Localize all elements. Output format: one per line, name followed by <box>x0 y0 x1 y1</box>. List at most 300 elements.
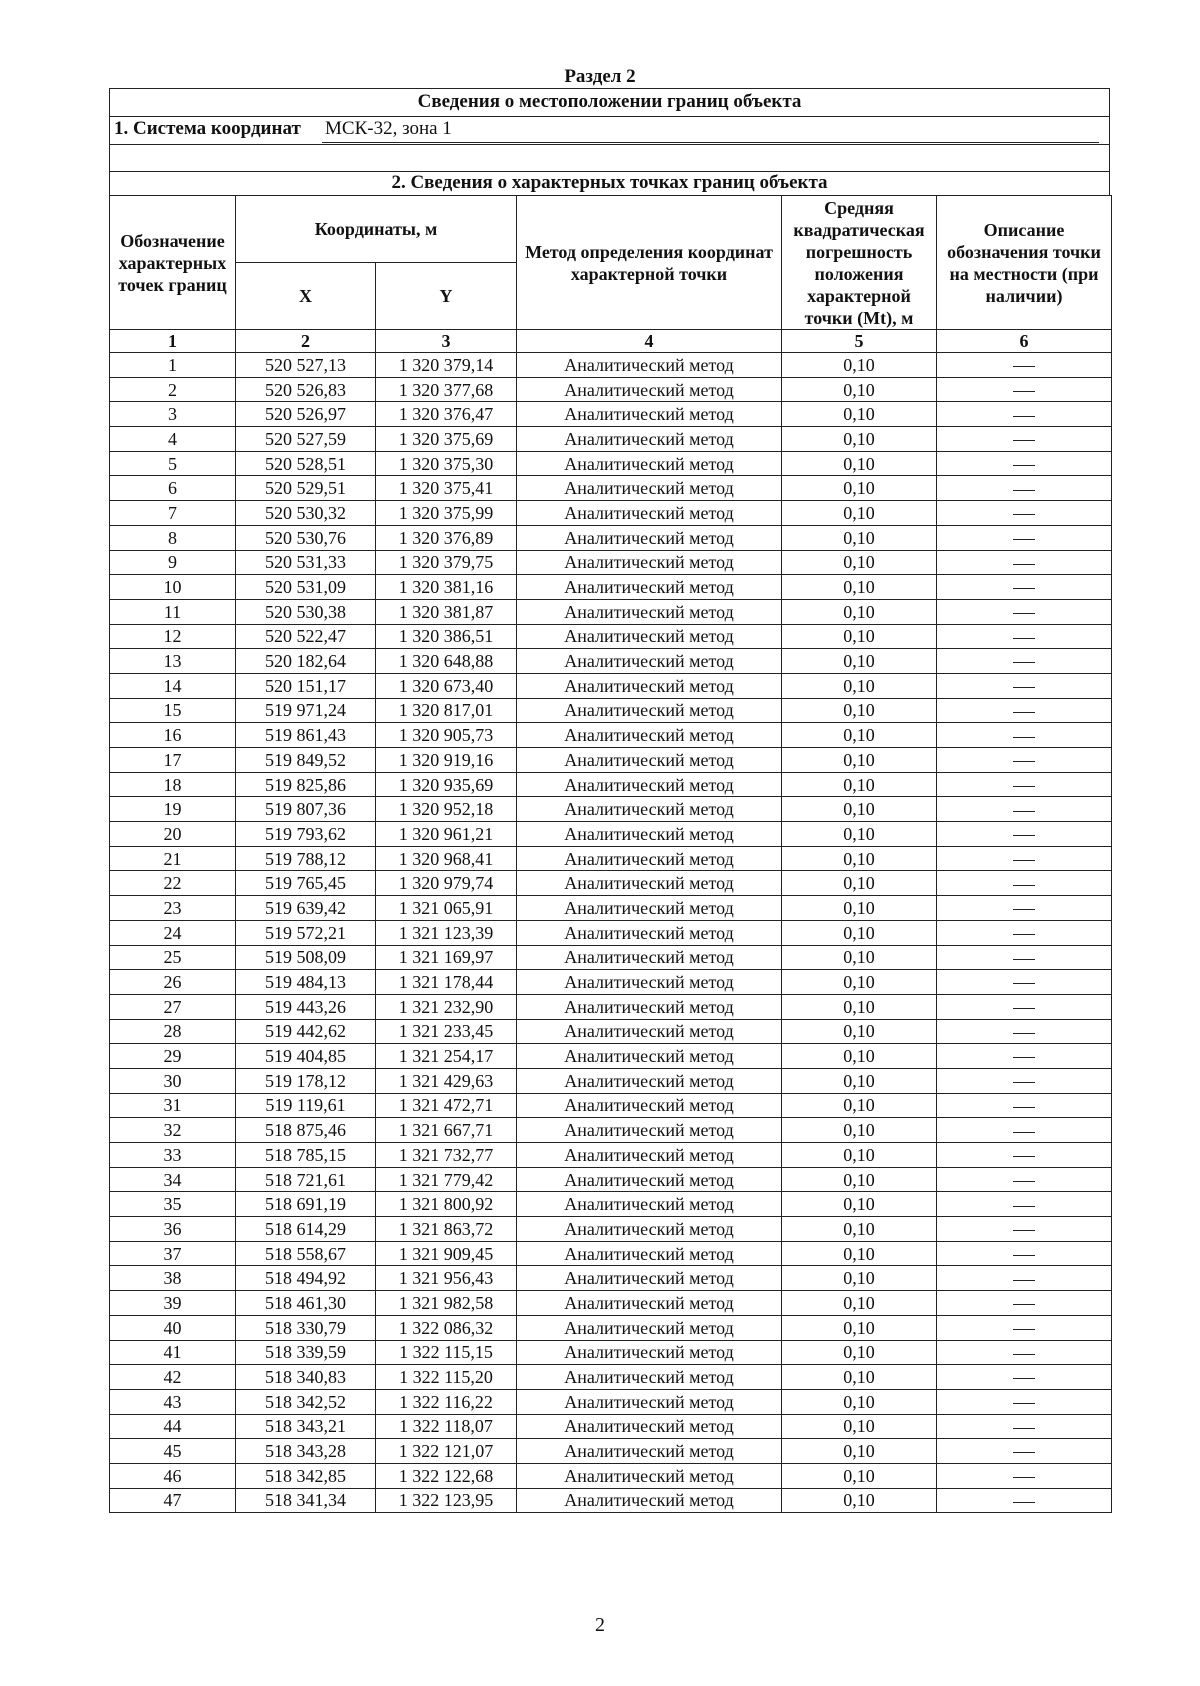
column-header-point: Обозначение характерных точек границ <box>110 196 236 330</box>
y-coordinate-cell: 1 320 386,51 <box>376 624 517 649</box>
y-coordinate-cell: 1 321 065,91 <box>376 896 517 921</box>
y-coordinate-cell: 1 321 982,58 <box>376 1291 517 1316</box>
point-number-cell: 33 <box>110 1143 236 1168</box>
dash-mark <box>1013 1008 1035 1009</box>
dash-mark <box>1013 1378 1035 1379</box>
x-coordinate-cell: 518 721,61 <box>236 1167 376 1192</box>
method-cell: Аналитический метод <box>517 427 782 452</box>
table-row <box>110 1365 1112 1390</box>
method-cell: Аналитический метод <box>517 1340 782 1365</box>
column-number: 3 <box>376 330 517 353</box>
point-number-cell: 46 <box>110 1463 236 1488</box>
table-row <box>110 994 1112 1019</box>
method-cell: Аналитический метод <box>517 649 782 674</box>
dash-mark <box>1013 564 1035 565</box>
dash-mark <box>1013 1181 1035 1182</box>
method-cell: Аналитический метод <box>517 797 782 822</box>
description-cell <box>937 871 1112 896</box>
dash-mark <box>1013 712 1035 713</box>
x-coordinate-cell: 519 788,12 <box>236 846 376 871</box>
x-coordinate-cell: 519 971,24 <box>236 698 376 723</box>
method-cell: Аналитический метод <box>517 451 782 476</box>
error-cell: 0,10 <box>782 945 937 970</box>
section-title: Раздел 2 <box>564 66 636 87</box>
error-cell: 0,10 <box>782 1291 937 1316</box>
point-number-cell: 24 <box>110 920 236 945</box>
point-number-cell: 13 <box>110 649 236 674</box>
method-cell: Аналитический метод <box>517 1217 782 1242</box>
x-coordinate-cell: 519 119,61 <box>236 1093 376 1118</box>
method-cell: Аналитический метод <box>517 698 782 723</box>
dash-mark <box>1013 737 1035 738</box>
error-cell: 0,10 <box>782 1217 937 1242</box>
method-cell: Аналитический метод <box>517 945 782 970</box>
dash-mark <box>1013 1280 1035 1281</box>
method-cell: Аналитический метод <box>517 1488 782 1513</box>
table-row <box>110 1488 1112 1513</box>
crs-underline <box>322 142 1099 143</box>
description-cell <box>937 1389 1112 1414</box>
x-coordinate-cell: 519 404,85 <box>236 1044 376 1069</box>
x-coordinate-cell: 520 527,59 <box>236 427 376 452</box>
y-coordinate-cell: 1 321 123,39 <box>376 920 517 945</box>
table-row <box>110 1167 1112 1192</box>
description-cell <box>937 427 1112 452</box>
point-number-cell: 45 <box>110 1439 236 1464</box>
error-cell: 0,10 <box>782 970 937 995</box>
description-cell <box>937 599 1112 624</box>
y-coordinate-cell: 1 320 375,99 <box>376 501 517 526</box>
table-row <box>110 599 1112 624</box>
point-number-cell: 2 <box>110 377 236 402</box>
method-cell: Аналитический метод <box>517 1093 782 1118</box>
error-cell: 0,10 <box>782 822 937 847</box>
description-cell <box>937 698 1112 723</box>
description-cell <box>937 1365 1112 1390</box>
method-cell: Аналитический метод <box>517 377 782 402</box>
point-number-cell: 27 <box>110 994 236 1019</box>
description-cell <box>937 1044 1112 1069</box>
y-coordinate-cell: 1 321 732,77 <box>376 1143 517 1168</box>
dash-mark <box>1013 1329 1035 1330</box>
y-coordinate-cell: 1 320 379,75 <box>376 550 517 575</box>
table-row <box>110 476 1112 501</box>
dash-mark <box>1013 1477 1035 1478</box>
error-cell: 0,10 <box>782 1315 937 1340</box>
method-cell: Аналитический метод <box>517 994 782 1019</box>
description-cell <box>937 1143 1112 1168</box>
y-coordinate-cell: 1 320 673,40 <box>376 673 517 698</box>
x-coordinate-cell: 518 785,15 <box>236 1143 376 1168</box>
points-table-body <box>110 353 1112 1513</box>
y-coordinate-cell: 1 321 800,92 <box>376 1192 517 1217</box>
method-cell: Аналитический метод <box>517 920 782 945</box>
error-cell: 0,10 <box>782 1192 937 1217</box>
y-coordinate-cell: 1 322 123,95 <box>376 1488 517 1513</box>
x-coordinate-cell: 518 340,83 <box>236 1365 376 1390</box>
method-cell: Аналитический метод <box>517 1044 782 1069</box>
y-coordinate-cell: 1 320 648,88 <box>376 649 517 674</box>
table-row <box>110 624 1112 649</box>
y-coordinate-cell: 1 320 375,30 <box>376 451 517 476</box>
column-header-x: X <box>236 263 376 330</box>
method-cell: Аналитический метод <box>517 970 782 995</box>
point-number-cell: 30 <box>110 1068 236 1093</box>
dash-mark <box>1013 1255 1035 1256</box>
y-coordinate-cell: 1 320 979,74 <box>376 871 517 896</box>
method-cell: Аналитический метод <box>517 822 782 847</box>
description-cell <box>937 353 1112 378</box>
x-coordinate-cell: 518 614,29 <box>236 1217 376 1242</box>
error-cell: 0,10 <box>782 1414 937 1439</box>
table-row <box>110 1019 1112 1044</box>
column-header-description: Описание обозначения точки на местности (при наличии) <box>937 196 1112 330</box>
dash-mark <box>1013 1354 1035 1355</box>
x-coordinate-cell: 520 531,33 <box>236 550 376 575</box>
y-coordinate-cell: 1 320 375,69 <box>376 427 517 452</box>
description-cell <box>937 920 1112 945</box>
point-number-cell: 4 <box>110 427 236 452</box>
dash-mark <box>1013 662 1035 663</box>
error-cell: 0,10 <box>782 1439 937 1464</box>
header-spacer-row <box>110 144 1109 172</box>
error-cell: 0,10 <box>782 673 937 698</box>
dash-mark <box>1013 613 1035 614</box>
dash-mark <box>1013 934 1035 935</box>
header-box <box>109 88 1110 196</box>
table-row <box>110 1068 1112 1093</box>
table-row <box>110 920 1112 945</box>
table-row <box>110 1389 1112 1414</box>
table-row <box>110 1414 1112 1439</box>
y-coordinate-cell: 1 322 086,32 <box>376 1315 517 1340</box>
description-cell <box>937 1217 1112 1242</box>
x-coordinate-cell: 519 807,36 <box>236 797 376 822</box>
description-cell <box>937 1315 1112 1340</box>
column-number: 6 <box>937 330 1112 353</box>
table-row <box>110 1241 1112 1266</box>
method-cell: Аналитический метод <box>517 1291 782 1316</box>
dash-mark <box>1013 1206 1035 1207</box>
y-coordinate-cell: 1 320 376,89 <box>376 525 517 550</box>
error-cell: 0,10 <box>782 377 937 402</box>
error-cell: 0,10 <box>782 1266 937 1291</box>
x-coordinate-cell: 520 529,51 <box>236 476 376 501</box>
method-cell: Аналитический метод <box>517 1439 782 1464</box>
point-number-cell: 15 <box>110 698 236 723</box>
method-cell: Аналитический метод <box>517 1414 782 1439</box>
description-cell <box>937 970 1112 995</box>
error-cell: 0,10 <box>782 698 937 723</box>
description-cell <box>937 994 1112 1019</box>
method-cell: Аналитический метод <box>517 871 782 896</box>
error-cell: 0,10 <box>782 846 937 871</box>
y-coordinate-cell: 1 321 667,71 <box>376 1118 517 1143</box>
table-row <box>110 1315 1112 1340</box>
table-row <box>110 1340 1112 1365</box>
table-row <box>110 748 1112 773</box>
error-cell: 0,10 <box>782 1019 937 1044</box>
method-cell: Аналитический метод <box>517 550 782 575</box>
point-number-cell: 35 <box>110 1192 236 1217</box>
table-row <box>110 1439 1112 1464</box>
description-cell <box>937 1488 1112 1513</box>
y-coordinate-cell: 1 321 472,71 <box>376 1093 517 1118</box>
error-cell: 0,10 <box>782 1093 937 1118</box>
table-row <box>110 451 1112 476</box>
x-coordinate-cell: 519 849,52 <box>236 748 376 773</box>
method-cell: Аналитический метод <box>517 896 782 921</box>
x-coordinate-cell: 519 442,62 <box>236 1019 376 1044</box>
y-coordinate-cell: 1 320 905,73 <box>376 723 517 748</box>
point-number-cell: 10 <box>110 575 236 600</box>
dash-mark <box>1013 1403 1035 1404</box>
method-cell: Аналитический метод <box>517 624 782 649</box>
y-coordinate-cell: 1 322 121,07 <box>376 1439 517 1464</box>
error-cell: 0,10 <box>782 1389 937 1414</box>
description-cell <box>937 649 1112 674</box>
dash-mark <box>1013 687 1035 688</box>
x-coordinate-cell: 519 793,62 <box>236 822 376 847</box>
dash-mark <box>1013 490 1035 491</box>
table-row <box>110 673 1112 698</box>
dash-mark <box>1013 983 1035 984</box>
table-row <box>110 970 1112 995</box>
column-number: 4 <box>517 330 782 353</box>
table-row <box>110 402 1112 427</box>
method-cell: Аналитический метод <box>517 402 782 427</box>
error-cell: 0,10 <box>782 624 937 649</box>
dash-mark <box>1013 1057 1035 1058</box>
dash-mark <box>1013 761 1035 762</box>
point-number-cell: 20 <box>110 822 236 847</box>
table-row <box>110 1217 1112 1242</box>
error-cell: 0,10 <box>782 501 937 526</box>
y-coordinate-cell: 1 322 115,20 <box>376 1365 517 1390</box>
method-cell: Аналитический метод <box>517 846 782 871</box>
error-cell: 0,10 <box>782 1044 937 1069</box>
point-number-cell: 7 <box>110 501 236 526</box>
x-coordinate-cell: 519 572,21 <box>236 920 376 945</box>
x-coordinate-cell: 518 342,52 <box>236 1389 376 1414</box>
method-cell: Аналитический метод <box>517 1019 782 1044</box>
table-row <box>110 698 1112 723</box>
description-cell <box>937 1439 1112 1464</box>
y-coordinate-cell: 1 321 178,44 <box>376 970 517 995</box>
table-row <box>110 525 1112 550</box>
y-coordinate-cell: 1 320 381,16 <box>376 575 517 600</box>
point-number-cell: 19 <box>110 797 236 822</box>
y-coordinate-cell: 1 322 116,22 <box>376 1389 517 1414</box>
x-coordinate-cell: 519 178,12 <box>236 1068 376 1093</box>
method-cell: Аналитический метод <box>517 476 782 501</box>
x-coordinate-cell: 518 494,92 <box>236 1266 376 1291</box>
table-row <box>110 1266 1112 1291</box>
column-number: 1 <box>110 330 236 353</box>
method-cell: Аналитический метод <box>517 1463 782 1488</box>
method-cell: Аналитический метод <box>517 1068 782 1093</box>
page-number: 2 <box>595 1614 605 1636</box>
dash-mark <box>1013 1082 1035 1083</box>
description-cell <box>937 1340 1112 1365</box>
table-row <box>110 945 1112 970</box>
method-cell: Аналитический метод <box>517 353 782 378</box>
table-row <box>110 1093 1112 1118</box>
description-cell <box>937 1241 1112 1266</box>
x-coordinate-cell: 520 530,76 <box>236 525 376 550</box>
point-number-cell: 18 <box>110 772 236 797</box>
method-cell: Аналитический метод <box>517 1389 782 1414</box>
description-cell <box>937 501 1112 526</box>
method-cell: Аналитический метод <box>517 772 782 797</box>
dash-mark <box>1013 811 1035 812</box>
table-row <box>110 550 1112 575</box>
dash-mark <box>1013 959 1035 960</box>
method-cell: Аналитический метод <box>517 1167 782 1192</box>
dash-mark <box>1013 1107 1035 1108</box>
crs-value: МСК-32, зона 1 <box>325 118 452 139</box>
x-coordinate-cell: 520 526,83 <box>236 377 376 402</box>
x-coordinate-cell: 518 875,46 <box>236 1118 376 1143</box>
x-coordinate-cell: 519 861,43 <box>236 723 376 748</box>
point-number-cell: 16 <box>110 723 236 748</box>
table-row <box>110 1291 1112 1316</box>
y-coordinate-cell: 1 321 909,45 <box>376 1241 517 1266</box>
description-cell <box>937 1192 1112 1217</box>
y-coordinate-cell: 1 321 863,72 <box>376 1217 517 1242</box>
table-row <box>110 353 1112 378</box>
x-coordinate-cell: 520 522,47 <box>236 624 376 649</box>
error-cell: 0,10 <box>782 1068 937 1093</box>
y-coordinate-cell: 1 322 115,15 <box>376 1340 517 1365</box>
table-row <box>110 846 1112 871</box>
description-cell <box>937 1266 1112 1291</box>
table-row <box>110 1044 1112 1069</box>
point-number-cell: 25 <box>110 945 236 970</box>
table-row <box>110 896 1112 921</box>
point-number-cell: 12 <box>110 624 236 649</box>
point-number-cell: 3 <box>110 402 236 427</box>
description-cell <box>937 624 1112 649</box>
point-number-cell: 40 <box>110 1315 236 1340</box>
dash-mark <box>1013 1230 1035 1231</box>
point-number-cell: 34 <box>110 1167 236 1192</box>
dash-mark <box>1013 909 1035 910</box>
method-cell: Аналитический метод <box>517 1143 782 1168</box>
x-coordinate-cell: 520 528,51 <box>236 451 376 476</box>
error-cell: 0,10 <box>782 1118 937 1143</box>
description-cell <box>937 822 1112 847</box>
point-number-cell: 22 <box>110 871 236 896</box>
x-coordinate-cell: 519 765,45 <box>236 871 376 896</box>
point-number-cell: 37 <box>110 1241 236 1266</box>
dash-mark <box>1013 1156 1035 1157</box>
x-coordinate-cell: 518 339,59 <box>236 1340 376 1365</box>
dash-mark <box>1013 1452 1035 1453</box>
dash-mark <box>1013 465 1035 466</box>
y-coordinate-cell: 1 321 169,97 <box>376 945 517 970</box>
x-coordinate-cell: 520 531,09 <box>236 575 376 600</box>
error-cell: 0,10 <box>782 599 937 624</box>
point-number-cell: 41 <box>110 1340 236 1365</box>
point-number-cell: 38 <box>110 1266 236 1291</box>
y-coordinate-cell: 1 321 254,17 <box>376 1044 517 1069</box>
description-cell <box>937 402 1112 427</box>
y-coordinate-cell: 1 321 956,43 <box>376 1266 517 1291</box>
x-coordinate-cell: 519 639,42 <box>236 896 376 921</box>
x-coordinate-cell: 519 484,13 <box>236 970 376 995</box>
x-coordinate-cell: 518 343,21 <box>236 1414 376 1439</box>
description-cell <box>937 846 1112 871</box>
column-header-method: Метод определения координат характерной точки <box>517 196 782 330</box>
dash-mark <box>1013 1428 1035 1429</box>
description-cell <box>937 945 1112 970</box>
dash-mark <box>1013 835 1035 836</box>
dash-mark <box>1013 885 1035 886</box>
method-cell: Аналитический метод <box>517 1266 782 1291</box>
description-cell <box>937 550 1112 575</box>
error-cell: 0,10 <box>782 402 937 427</box>
point-number-cell: 9 <box>110 550 236 575</box>
point-number-cell: 17 <box>110 748 236 773</box>
x-coordinate-cell: 518 343,28 <box>236 1439 376 1464</box>
y-coordinate-cell: 1 321 429,63 <box>376 1068 517 1093</box>
method-cell: Аналитический метод <box>517 525 782 550</box>
y-coordinate-cell: 1 320 379,14 <box>376 353 517 378</box>
column-header-y: Y <box>376 263 517 330</box>
error-cell: 0,10 <box>782 451 937 476</box>
dash-mark <box>1013 1132 1035 1133</box>
description-cell <box>937 797 1112 822</box>
x-coordinate-cell: 518 341,34 <box>236 1488 376 1513</box>
dash-mark <box>1013 860 1035 861</box>
description-cell <box>937 1093 1112 1118</box>
method-cell: Аналитический метод <box>517 1241 782 1266</box>
column-header-error: Средняя квадратическая погрешность положения характерной точки (Mt), м <box>782 196 937 330</box>
table-row <box>110 1118 1112 1143</box>
dash-mark <box>1013 638 1035 639</box>
error-cell: 0,10 <box>782 896 937 921</box>
description-cell <box>937 525 1112 550</box>
description-cell <box>937 748 1112 773</box>
description-cell <box>937 1167 1112 1192</box>
error-cell: 0,10 <box>782 797 937 822</box>
error-cell: 0,10 <box>782 1241 937 1266</box>
error-cell: 0,10 <box>782 575 937 600</box>
table-row <box>110 1463 1112 1488</box>
dash-mark <box>1013 440 1035 441</box>
method-cell: Аналитический метод <box>517 723 782 748</box>
column-header-coordinates: Координаты, м <box>236 196 517 263</box>
method-cell: Аналитический метод <box>517 1315 782 1340</box>
description-cell <box>937 1068 1112 1093</box>
x-coordinate-cell: 519 508,09 <box>236 945 376 970</box>
table-row <box>110 575 1112 600</box>
error-cell: 0,10 <box>782 353 937 378</box>
dash-mark <box>1013 1502 1035 1503</box>
x-coordinate-cell: 518 330,79 <box>236 1315 376 1340</box>
y-coordinate-cell: 1 322 118,07 <box>376 1414 517 1439</box>
point-number-cell: 26 <box>110 970 236 995</box>
point-number-cell: 39 <box>110 1291 236 1316</box>
column-number: 2 <box>236 330 376 353</box>
point-number-cell: 1 <box>110 353 236 378</box>
point-number-cell: 47 <box>110 1488 236 1513</box>
error-cell: 0,10 <box>782 1143 937 1168</box>
method-cell: Аналитический метод <box>517 1192 782 1217</box>
dash-mark <box>1013 391 1035 392</box>
error-cell: 0,10 <box>782 1167 937 1192</box>
